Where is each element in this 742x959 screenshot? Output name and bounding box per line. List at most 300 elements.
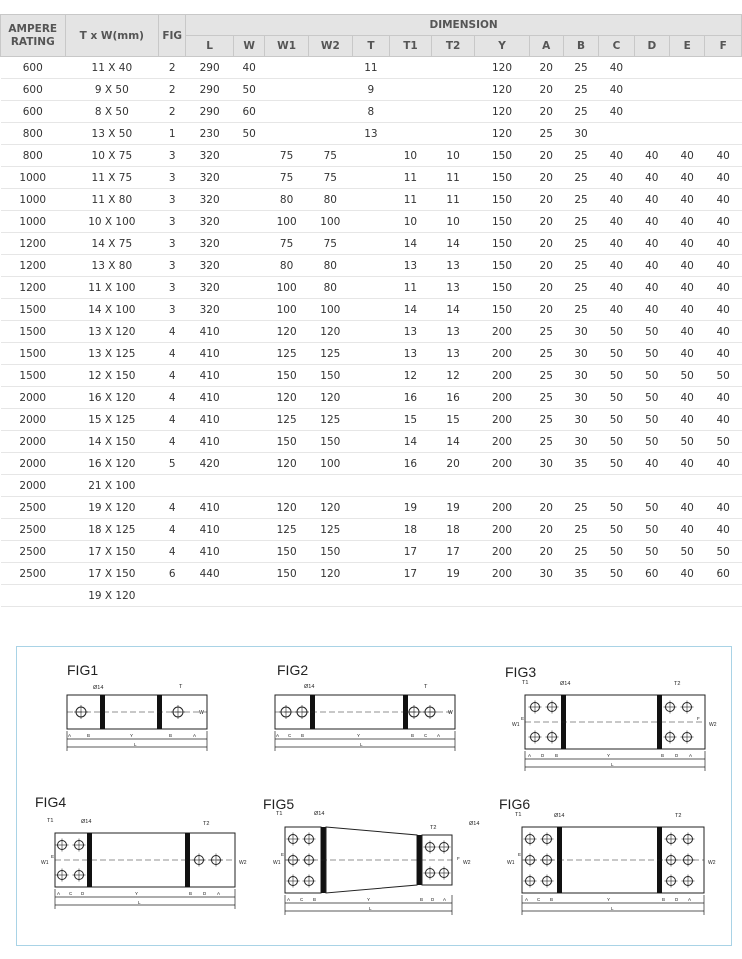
table-cell: 14 (431, 299, 475, 321)
label: Y (367, 897, 371, 902)
table-cell: 150 (475, 299, 529, 321)
label: T (179, 684, 183, 690)
table-cell: 40 (705, 299, 742, 321)
table-cell (390, 123, 432, 145)
table-cell: 11 (390, 167, 432, 189)
table-cell (352, 475, 389, 497)
table-cell: 3 (159, 211, 186, 233)
table-cell: 40 (670, 145, 705, 167)
table-cell (431, 57, 475, 79)
table-cell (234, 189, 265, 211)
table-cell: 40 (599, 233, 634, 255)
table-cell: 200 (475, 321, 529, 343)
table-cell: 40 (599, 79, 634, 101)
label: A (68, 733, 72, 738)
table-cell: 50 (599, 519, 634, 541)
table-cell: 75 (265, 167, 309, 189)
table-cell: 410 (186, 365, 234, 387)
table-cell (234, 145, 265, 167)
table-cell: 150 (475, 211, 529, 233)
table-cell: 40 (634, 453, 669, 475)
table-cell: 150 (308, 365, 352, 387)
table-cell: 40 (670, 497, 705, 519)
table-cell: 4 (159, 343, 186, 365)
table-cell: 40 (705, 167, 742, 189)
table-cell (352, 343, 389, 365)
table-cell (431, 123, 475, 145)
label: A (689, 753, 693, 758)
label: F (697, 716, 700, 721)
header-col-b: B (563, 36, 598, 57)
table-cell (234, 255, 265, 277)
table-row (1, 79, 742, 101)
label: B (301, 733, 305, 738)
table-cell: 11 (390, 189, 432, 211)
table-cell: 11 (352, 57, 389, 79)
table-cell: 100 (308, 299, 352, 321)
table-cell: 40 (705, 211, 742, 233)
table-row (1, 57, 742, 79)
table-cell: 40 (670, 189, 705, 211)
table-cell: 5 (159, 453, 186, 475)
table-cell: 2000 (1, 409, 66, 431)
table-cell (634, 79, 669, 101)
table-cell: 600 (1, 101, 66, 123)
table-cell: 50 (634, 343, 669, 365)
table-cell: 25 (563, 101, 598, 123)
table-cell (431, 585, 475, 607)
table-cell: 150 (475, 167, 529, 189)
table-cell: 20 (529, 519, 563, 541)
label: W2 (709, 722, 717, 728)
table-cell: 50 (670, 541, 705, 563)
table-cell: 80 (308, 277, 352, 299)
table-cell: 150 (475, 255, 529, 277)
table-cell: 40 (599, 255, 634, 277)
header-col-w2: W2 (308, 36, 352, 57)
table-cell: 120 (265, 453, 309, 475)
table-cell: 50 (234, 123, 265, 145)
table-cell: 40 (670, 453, 705, 475)
table-cell: 60 (234, 101, 265, 123)
table-cell: 2500 (1, 497, 66, 519)
label: Y (607, 753, 611, 758)
table-cell: 2500 (1, 563, 66, 585)
table-cell: 10 (390, 145, 432, 167)
figure-title: FIG3 (505, 664, 537, 680)
table-cell: 4 (159, 497, 186, 519)
table-cell: 800 (1, 145, 66, 167)
table-cell: 120 (265, 387, 309, 409)
table-cell: 17 (390, 563, 432, 585)
table-cell: 440 (186, 563, 234, 585)
table-cell: 2000 (1, 475, 66, 497)
table-cell (234, 431, 265, 453)
table-cell (308, 57, 352, 79)
table-cell (352, 167, 389, 189)
table-cell: 20 (529, 101, 563, 123)
table-cell: 25 (563, 79, 598, 101)
table-cell: 21 X 100 (65, 475, 159, 497)
label: T2 (430, 825, 437, 831)
table-cell: 1500 (1, 365, 66, 387)
table-cell (234, 211, 265, 233)
table-cell: 18 (390, 519, 432, 541)
table-cell: 13 (431, 321, 475, 343)
table-cell: 50 (599, 453, 634, 475)
table-cell: 40 (670, 409, 705, 431)
table-cell: 50 (705, 431, 742, 453)
table-cell (352, 321, 389, 343)
table-cell (308, 101, 352, 123)
label: A (688, 897, 692, 902)
table-cell: 50 (705, 541, 742, 563)
table-cell: 200 (475, 365, 529, 387)
table-cell: 150 (265, 541, 309, 563)
header-col-a: A (529, 36, 563, 57)
table-cell: 30 (563, 387, 598, 409)
table-cell: 40 (634, 255, 669, 277)
table-cell: 40 (670, 211, 705, 233)
table-cell: 1000 (1, 167, 66, 189)
table-cell: 16 X 120 (65, 453, 159, 475)
table-cell: 25 (529, 431, 563, 453)
table-cell (705, 475, 742, 497)
label: D (675, 897, 679, 902)
table-cell: 11 X 80 (65, 189, 159, 211)
table-cell: 11 (390, 277, 432, 299)
header-ampere-rating: AMPERE RATING (1, 15, 66, 57)
table-cell (352, 255, 389, 277)
label: E (281, 852, 285, 857)
label: F (457, 856, 460, 861)
table-cell: 13 (352, 123, 389, 145)
label: B (662, 897, 666, 902)
table-cell: 25 (563, 189, 598, 211)
table-cell (234, 519, 265, 541)
table-row (1, 255, 742, 277)
label: L (369, 906, 372, 911)
label: A (193, 733, 197, 738)
table-row (1, 123, 742, 145)
table-cell: 1500 (1, 343, 66, 365)
figure-title: FIG4 (35, 794, 67, 810)
table-cell: 80 (308, 255, 352, 277)
table-cell: 200 (475, 409, 529, 431)
label: Ø14 (314, 811, 325, 817)
header-col-t: T (352, 36, 389, 57)
table-cell (234, 365, 265, 387)
table-cell: 40 (705, 409, 742, 431)
label: C (288, 733, 292, 738)
table-cell (352, 145, 389, 167)
table-cell: 320 (186, 299, 234, 321)
label: D (541, 753, 545, 758)
table-cell: 20 (529, 167, 563, 189)
table-cell (234, 233, 265, 255)
dimension-table (0, 14, 742, 607)
table-cell: 200 (475, 497, 529, 519)
table-cell: 40 (705, 233, 742, 255)
table-cell: 600 (1, 79, 66, 101)
table-cell (705, 123, 742, 145)
table-cell: 30 (529, 453, 563, 475)
table-cell (705, 101, 742, 123)
table-cell: 200 (475, 519, 529, 541)
table-cell (670, 475, 705, 497)
table-cell (431, 475, 475, 497)
table-cell: 4 (159, 321, 186, 343)
header-col-l: L (186, 36, 234, 57)
figure-title: FIG5 (263, 796, 295, 812)
label: C (300, 897, 304, 902)
table-cell (265, 475, 309, 497)
figure-title: FIG1 (67, 662, 99, 678)
table-cell: 410 (186, 321, 234, 343)
table-cell: 290 (186, 101, 234, 123)
label: Ø14 (560, 681, 571, 687)
table-cell (352, 453, 389, 475)
label: Ø14 (304, 684, 315, 690)
table-cell (234, 299, 265, 321)
figures-panel (16, 646, 732, 946)
label: D (675, 753, 679, 758)
table-cell: 20 (529, 211, 563, 233)
header-col-y: Y (475, 36, 529, 57)
table-cell (234, 409, 265, 431)
table-cell (308, 585, 352, 607)
table-cell: 1200 (1, 233, 66, 255)
table-cell: 80 (265, 189, 309, 211)
label: A (528, 753, 532, 758)
table-cell (705, 585, 742, 607)
table-cell: 1000 (1, 211, 66, 233)
table-cell: 25 (563, 277, 598, 299)
table-cell: 10 (431, 145, 475, 167)
table-cell (475, 585, 529, 607)
table-cell: 40 (670, 233, 705, 255)
table-cell (234, 343, 265, 365)
table-cell: 40 (599, 189, 634, 211)
label: A (443, 897, 447, 902)
label: T2 (203, 821, 210, 827)
table-cell: 6 (159, 563, 186, 585)
table-cell: 17 X 150 (65, 541, 159, 563)
table-cell: 50 (634, 365, 669, 387)
table-cell: 15 X 125 (65, 409, 159, 431)
label: B (411, 733, 415, 738)
table-cell: 150 (475, 277, 529, 299)
table-cell: 3 (159, 167, 186, 189)
table-cell: 150 (308, 541, 352, 563)
table-cell: 120 (308, 321, 352, 343)
table-cell: 2 (159, 101, 186, 123)
table-cell: 230 (186, 123, 234, 145)
table-cell: 40 (234, 57, 265, 79)
table-row (1, 431, 742, 453)
table-cell: 120 (265, 497, 309, 519)
table-cell: 14 (390, 431, 432, 453)
table-cell: 3 (159, 255, 186, 277)
table-cell: 20 (529, 277, 563, 299)
table-cell (234, 497, 265, 519)
table-cell: 40 (705, 255, 742, 277)
table-cell: 200 (475, 343, 529, 365)
table-cell: 2500 (1, 541, 66, 563)
label: L (138, 900, 141, 905)
table-cell (352, 563, 389, 585)
table-cell: 13 (431, 277, 475, 299)
table-cell (308, 123, 352, 145)
table-cell: 35 (563, 563, 598, 585)
table-cell: 50 (599, 541, 634, 563)
header-col-w1: W1 (265, 36, 309, 57)
table-cell: 100 (265, 299, 309, 321)
table-cell: 25 (529, 343, 563, 365)
label: B (555, 753, 559, 758)
label: T (424, 684, 428, 690)
table-cell: 40 (670, 299, 705, 321)
table-cell: 800 (1, 123, 66, 145)
table-cell: 3 (159, 189, 186, 211)
table-cell (599, 585, 634, 607)
label: B (313, 897, 317, 902)
figure-title: FIG6 (499, 796, 531, 812)
label: B (169, 733, 173, 738)
table-cell: 320 (186, 189, 234, 211)
header-col-t2: T2 (431, 36, 475, 57)
table-cell: 40 (634, 167, 669, 189)
table-cell: 40 (670, 255, 705, 277)
table-cell (529, 585, 563, 607)
table-cell: 20 (529, 541, 563, 563)
table-cell (308, 475, 352, 497)
table-cell (234, 563, 265, 585)
label: W (448, 710, 453, 716)
table-cell: 3 (159, 145, 186, 167)
table-cell: 25 (563, 57, 598, 79)
table-cell: 125 (265, 409, 309, 431)
table-cell: 410 (186, 541, 234, 563)
table-cell: 16 (390, 387, 432, 409)
label: A (287, 897, 291, 902)
table-cell: 40 (705, 321, 742, 343)
table-cell: 40 (705, 519, 742, 541)
label: T1 (47, 818, 54, 824)
header-col-c: C (599, 36, 634, 57)
table-cell: 30 (563, 365, 598, 387)
table-row (1, 343, 742, 365)
table-cell: 1200 (1, 255, 66, 277)
label: Y (130, 733, 134, 738)
table-cell: 13 (390, 255, 432, 277)
table-cell (352, 497, 389, 519)
table-cell: 40 (705, 145, 742, 167)
table-cell: 200 (475, 563, 529, 585)
table-cell (265, 123, 309, 145)
table-cell: 16 X 120 (65, 387, 159, 409)
label: L (134, 742, 137, 747)
table-cell: 290 (186, 79, 234, 101)
table-cell: 13 X 80 (65, 255, 159, 277)
table-cell: 320 (186, 277, 234, 299)
label: C (537, 897, 541, 902)
table-cell (705, 79, 742, 101)
table-cell: 320 (186, 145, 234, 167)
table-cell: 25 (529, 365, 563, 387)
table-cell (159, 475, 186, 497)
table-cell: 320 (186, 233, 234, 255)
table-cell: 150 (475, 233, 529, 255)
table-cell (529, 475, 563, 497)
table-cell (634, 475, 669, 497)
table-cell: 40 (705, 277, 742, 299)
table-cell (234, 585, 265, 607)
table-cell: 16 (390, 453, 432, 475)
table-cell: 12 (431, 365, 475, 387)
table-cell: 4 (159, 519, 186, 541)
table-cell: 9 (352, 79, 389, 101)
label: E (518, 852, 522, 857)
table-cell: 80 (265, 255, 309, 277)
table-cell: 50 (599, 365, 634, 387)
table-cell: 35 (563, 453, 598, 475)
label: W1 (512, 722, 520, 728)
table-cell: 40 (634, 145, 669, 167)
table-cell: 40 (670, 343, 705, 365)
table-cell: 2 (159, 57, 186, 79)
table-cell (634, 57, 669, 79)
table-row (1, 233, 742, 255)
table-cell (308, 79, 352, 101)
table-cell: 11 X 75 (65, 167, 159, 189)
table-cell (670, 585, 705, 607)
table-cell: 40 (599, 299, 634, 321)
table-row (1, 475, 742, 497)
label: B (550, 897, 554, 902)
table-cell: 120 (308, 497, 352, 519)
table-cell: 50 (634, 541, 669, 563)
table-cell: 20 (529, 79, 563, 101)
table-cell: 200 (475, 431, 529, 453)
table-cell: 125 (308, 343, 352, 365)
label: T1 (515, 812, 522, 818)
table-cell (265, 101, 309, 123)
table-cell (670, 101, 705, 123)
table-row (1, 409, 742, 431)
table-cell: 30 (563, 409, 598, 431)
table-cell (431, 101, 475, 123)
table-cell: 3 (159, 299, 186, 321)
table-cell: 320 (186, 167, 234, 189)
table-cell: 200 (475, 541, 529, 563)
table-cell: 320 (186, 211, 234, 233)
table-cell: 2000 (1, 387, 66, 409)
label: D (431, 897, 435, 902)
table-cell: 9 X 50 (65, 79, 159, 101)
table-cell (634, 101, 669, 123)
table-cell: 1000 (1, 189, 66, 211)
header-col-t1: T1 (390, 36, 432, 57)
table-row (1, 145, 742, 167)
table-cell: 2000 (1, 431, 66, 453)
table-cell: 19 X 120 (65, 585, 159, 607)
table-row (1, 211, 742, 233)
table-cell: 25 (563, 519, 598, 541)
table-cell: 40 (705, 453, 742, 475)
table-cell (563, 585, 598, 607)
table-cell: 40 (670, 321, 705, 343)
